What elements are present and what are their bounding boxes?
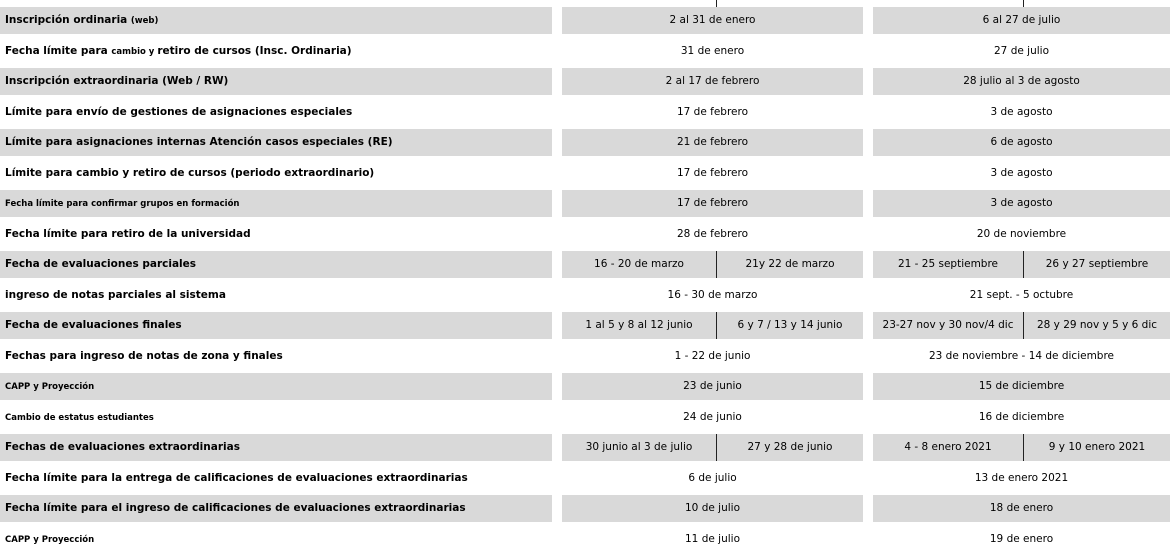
semester-2-date: 15 de diciembre (873, 373, 1170, 400)
activity-label (0, 190, 552, 217)
activity-label-text: Inscripción extraordinaria (Web / RW) (5, 75, 229, 87)
semester-2-date: 9 y 10 enero 2021 (1023, 434, 1170, 461)
table-row (0, 343, 1170, 370)
semester-2-date: 26 y 27 septiembre (1023, 251, 1170, 278)
activity-label-text: Límite para envío de gestiones de asignaciones especiales (5, 106, 353, 118)
activity-label-text: retiro de cursos (Insc. Ordinaria) (157, 45, 352, 57)
activity-label-text: ingreso de notas parciales al sistema (5, 289, 226, 301)
table-row (0, 38, 1170, 65)
table-row (0, 312, 1170, 339)
semester-2-date: 20 de noviembre (976, 228, 1067, 240)
activity-label (0, 465, 552, 492)
activity-label-text: cambio y (111, 47, 158, 57)
activity-label-text: Fecha límite para confirmar grupos en formación (5, 199, 240, 209)
activity-label (0, 312, 552, 339)
activity-label-text: Inscripción ordinaria (5, 14, 131, 26)
activity-label (0, 251, 552, 278)
table-row (0, 68, 1170, 95)
activity-label (0, 99, 552, 126)
semester-1-date: 31 de enero (680, 45, 745, 57)
activity-label (0, 282, 552, 309)
semester-2-date: 21 sept. - 5 octubre (969, 289, 1074, 301)
semester-1-date: 1 al 5 y 8 al 12 junio (562, 312, 716, 339)
semester-1-date: 16 - 30 de marzo (667, 289, 758, 301)
semester-2-date: 16 de diciembre (978, 411, 1065, 423)
semester-1-date: 28 de febrero (676, 228, 749, 240)
activity-label-text: Fecha límite para (5, 45, 112, 57)
table-row (0, 99, 1170, 126)
activity-label (0, 373, 552, 400)
activity-label (0, 7, 552, 34)
table-row (0, 221, 1170, 248)
activity-label (0, 68, 552, 95)
column-divider-top (1023, 0, 1024, 7)
table-row (0, 190, 1170, 217)
activity-label (0, 38, 552, 65)
activity-label-text: Fecha de evaluaciones finales (5, 319, 182, 331)
table-row (0, 160, 1170, 187)
table-row (0, 129, 1170, 156)
semester-2-date: 3 de agosto (873, 190, 1170, 217)
activity-label (0, 343, 552, 370)
semester-1-date: 17 de febrero (676, 167, 749, 179)
semester-2-date: 27 de julio (994, 45, 1049, 57)
semester-1-date: 17 de febrero (562, 190, 863, 217)
semester-1-date: 24 de junio (683, 411, 742, 423)
semester-2-date: 4 - 8 enero 2021 (873, 434, 1023, 461)
table-row (0, 404, 1170, 431)
semester-2-date: 28 y 29 nov y 5 y 6 dic (1023, 312, 1170, 339)
semester-2-date: 3 de agosto (990, 106, 1053, 118)
activity-label-text: Fechas de evaluaciones extraordinarias (5, 441, 240, 453)
activity-label (0, 495, 552, 522)
activity-label-text: Límite para asignaciones internas Atención casos especiales (RE) (5, 136, 393, 148)
activity-label-text: Fechas para ingreso de notas de zona y finales (5, 350, 283, 362)
semester-1-date: 30 junio al 3 de julio (562, 434, 716, 461)
table-row (0, 526, 1170, 553)
activity-label (0, 526, 552, 553)
semester-1-date: 27 y 28 de junio (716, 434, 863, 461)
activity-label-text: Fecha de evaluaciones parciales (5, 258, 197, 270)
semester-1-date: 2 al 17 de febrero (562, 68, 863, 95)
semester-1-date: 21y 22 de marzo (716, 251, 863, 278)
semester-1-date: 2 al 31 de enero (562, 7, 863, 34)
table-row (0, 282, 1170, 309)
semester-2-date: 13 de enero 2021 (974, 472, 1069, 484)
semester-1-date: 6 y 7 / 13 y 14 junio (716, 312, 863, 339)
table-row (0, 434, 1170, 461)
semester-1-date: 23 de junio (562, 373, 863, 400)
semester-2-date: 3 de agosto (990, 167, 1053, 179)
activity-label-text: CAPP y Proyección (5, 535, 95, 545)
table-row (0, 465, 1170, 492)
activity-label (0, 160, 552, 187)
column-divider-top (716, 0, 717, 7)
table-row (0, 373, 1170, 400)
semester-2-date: 6 de agosto (873, 129, 1170, 156)
activity-label (0, 404, 552, 431)
activity-label-text: Fecha límite para la entrega de calificaciones de evaluaciones extraordinarias (5, 472, 468, 484)
semester-1-date: 11 de julio (685, 533, 740, 545)
activity-label-text: (web) (130, 16, 159, 26)
activity-label-text: Fecha límite para retiro de la universidad (5, 228, 251, 240)
table-row (0, 7, 1170, 34)
semester-1-date: 21 de febrero (562, 129, 863, 156)
semester-2-date: 6 al 27 de julio (873, 7, 1170, 34)
activity-label-text: CAPP y Proyección (5, 382, 95, 392)
table-row (0, 251, 1170, 278)
semester-1-date: 6 de julio (688, 472, 737, 484)
activity-label (0, 221, 552, 248)
semester-1-date: 16 - 20 de marzo (562, 251, 716, 278)
semester-2-date: 23 de noviembre - 14 de diciembre (928, 350, 1115, 362)
semester-2-date: 18 de enero (873, 495, 1170, 522)
activity-label-text: Fecha límite para el ingreso de calificaciones de evaluaciones extraordinarias (5, 502, 466, 514)
activity-label (0, 434, 552, 461)
activity-label-text: Cambio de estatus estudiantes (5, 413, 154, 423)
semester-2-date: 23-27 nov y 30 nov/4 dic (873, 312, 1023, 339)
activity-label-text: Límite para cambio y retiro de cursos (periodo extraordinario) (5, 167, 375, 179)
activity-label (0, 129, 552, 156)
semester-1-date: 1 - 22 de junio (674, 350, 751, 362)
semester-2-date: 21 - 25 septiembre (873, 251, 1023, 278)
semester-2-date: 28 julio al 3 de agosto (873, 68, 1170, 95)
table-row (0, 495, 1170, 522)
semester-2-date: 19 de enero (989, 533, 1054, 545)
semester-1-date: 17 de febrero (676, 106, 749, 118)
semester-1-date: 10 de julio (562, 495, 863, 522)
